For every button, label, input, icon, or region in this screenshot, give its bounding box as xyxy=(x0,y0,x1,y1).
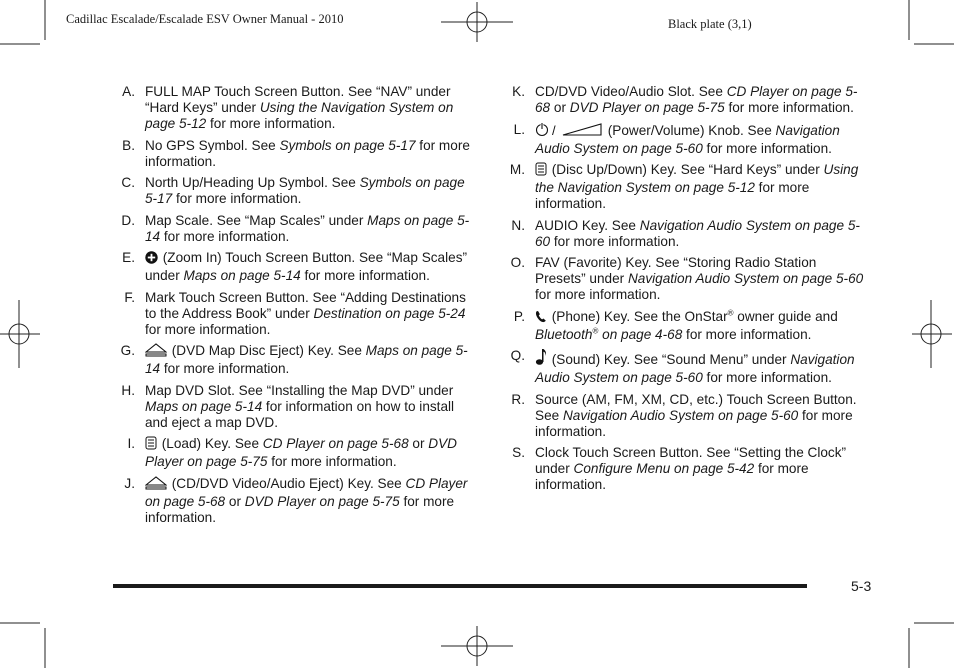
cross-reference: on page 4-68 xyxy=(598,326,683,342)
text-run: or xyxy=(550,100,570,115)
text-run: Source (AM, FM, XM, CD, etc.) Touch Screen Button. See xyxy=(535,391,857,423)
item-letter: C. xyxy=(121,175,135,190)
cross-reference: Using the Navigation System on page 5-12 xyxy=(145,100,454,131)
text-run: for more information. xyxy=(206,116,336,131)
item-description xyxy=(145,343,480,377)
text-run: for more information. xyxy=(267,454,397,469)
item-letter: P. xyxy=(513,308,525,324)
item-letter: O. xyxy=(510,255,525,270)
item-description xyxy=(145,213,480,245)
text-run: for more information. xyxy=(535,180,810,211)
item-description xyxy=(145,84,480,132)
text-run: for more information. xyxy=(550,233,680,249)
cross-reference: DVD Player on page 5-75 xyxy=(244,493,400,509)
item-description xyxy=(145,383,480,431)
item-letter: N. xyxy=(511,217,525,233)
text-run: No GPS Symbol. See xyxy=(145,137,280,153)
text-run: for more information. xyxy=(145,321,271,337)
cross-reference: Navigation Audio System on page 5-60 xyxy=(627,271,864,286)
cross-reference: DVD Player on page 5-75 xyxy=(569,100,725,115)
right-column xyxy=(500,84,870,499)
text-run: owner guide and xyxy=(733,308,838,324)
text-run: for more information. xyxy=(682,326,812,342)
list-item xyxy=(500,84,870,116)
list-item xyxy=(110,290,480,338)
list-item xyxy=(500,445,870,493)
item-letter: E. xyxy=(122,250,135,265)
item-description xyxy=(535,122,870,157)
cross-reference: Using the Navigation System on page 5-12 xyxy=(535,162,859,195)
text-run: Clock Touch Screen Button. See “Setting the Clock” under xyxy=(535,445,847,476)
item-description xyxy=(145,436,480,470)
text-run: for more information. xyxy=(535,407,853,439)
list-item xyxy=(110,383,480,431)
cross-reference: Maps on page 5-14 xyxy=(183,268,301,283)
item-letter: A. xyxy=(122,84,135,99)
plate-label: Black plate (3,1) xyxy=(668,17,752,31)
text-run: (Zoom In) Touch Screen Button. See “Map Scales” under xyxy=(145,250,468,283)
list-item xyxy=(500,309,870,343)
list-item xyxy=(110,175,480,207)
text-run: Mark Touch Screen Button. See “Adding Destinations to the Address Book” under xyxy=(145,289,466,321)
item-letter: J. xyxy=(124,475,135,491)
list-item xyxy=(500,218,870,250)
item-letter: D. xyxy=(121,212,135,228)
text-run: or xyxy=(225,493,245,509)
list-item xyxy=(500,348,870,386)
text-run: (Power/Volume) Knob. See xyxy=(607,122,776,138)
cross-reference: Navigation Audio System on page 5-60 xyxy=(535,352,855,385)
registered-mark: ® xyxy=(727,307,734,317)
text-run: for more information. xyxy=(702,140,832,156)
item-letter: B. xyxy=(122,137,135,153)
eject-icon xyxy=(145,343,167,361)
text-run: for more information. xyxy=(535,461,809,492)
item-letter: M. xyxy=(509,162,525,177)
text-run: for more information. xyxy=(535,287,661,302)
text-run: for more information. xyxy=(702,370,832,385)
cross-reference: CD Player on page 5-68 xyxy=(535,84,858,115)
music-note-icon xyxy=(535,348,547,370)
list-item xyxy=(500,392,870,440)
item-description xyxy=(535,162,870,212)
text-run: AUDIO Key. See xyxy=(535,217,640,233)
text-run: for more information. xyxy=(145,137,470,169)
text-run: FULL MAP Touch Screen Button. See “NAV” under “Hard Keys” under xyxy=(145,84,451,115)
text-run: North Up/Heading Up Symbol. See xyxy=(145,175,360,190)
item-description xyxy=(535,255,870,303)
disc-stack-icon xyxy=(535,162,547,180)
item-description xyxy=(145,476,480,526)
text-run: for more information. xyxy=(724,100,854,115)
cross-reference: Maps on page 5-14 xyxy=(145,212,470,244)
power-volume-icon xyxy=(535,122,603,141)
list-item xyxy=(110,84,480,132)
text-run: for more information. xyxy=(172,191,302,206)
text-run: for more information. xyxy=(160,228,290,244)
item-description xyxy=(145,138,480,170)
item-letter: L. xyxy=(513,121,525,137)
list-item xyxy=(110,436,480,470)
cross-reference: Maps on page 5-14 xyxy=(145,343,468,376)
list-item xyxy=(500,255,870,303)
list-item xyxy=(110,476,480,526)
cross-reference: Navigation Audio System on page 5-60 xyxy=(535,122,840,156)
text-run: for more information. xyxy=(145,493,455,525)
item-letter: Q. xyxy=(510,348,525,363)
manual-title: Cadillac Escalade/Escalade ESV Owner Manual - 2010 xyxy=(66,12,344,26)
text-run: Map Scale. See “Map Scales” under xyxy=(145,212,368,228)
text-run: CD/DVD Video/Audio Slot. See xyxy=(535,84,727,99)
list-item xyxy=(110,138,480,170)
text-run: (Sound) Key. See “Sound Menu” under xyxy=(551,352,791,367)
cross-reference: DVD Player on page 5-75 xyxy=(145,436,457,469)
disc-stack-icon xyxy=(145,436,157,454)
cross-reference: CD Player on page 5-68 xyxy=(145,475,468,509)
text-run: for more information. xyxy=(300,268,430,283)
item-description xyxy=(535,445,870,493)
list-item xyxy=(110,343,480,377)
text-run: or xyxy=(408,436,429,451)
item-letter: F. xyxy=(124,289,135,305)
cross-reference: Configure Menu on page 5-42 xyxy=(573,461,755,476)
zoom-in-icon xyxy=(145,251,158,268)
cross-reference: Symbols on page 5-17 xyxy=(279,137,416,153)
cross-reference: Destination on page 5-24 xyxy=(313,305,466,321)
text-run: (Disc Up/Down) Key. See “Hard Keys” under xyxy=(551,162,824,177)
item-description xyxy=(145,290,480,338)
text-run: (DVD Map Disc Eject) Key. See xyxy=(171,343,366,358)
text-run: (Load) Key. See xyxy=(161,436,263,451)
phone-icon xyxy=(535,310,547,327)
item-description xyxy=(535,84,870,116)
item-description xyxy=(145,250,480,284)
page-number: 5-3 xyxy=(851,578,872,594)
item-letter: H. xyxy=(121,382,135,398)
left-column xyxy=(110,84,480,531)
item-letter: I. xyxy=(127,436,135,451)
text-run: (CD/DVD Video/Audio Eject) Key. See xyxy=(171,475,406,491)
text-run: Map DVD Slot. See “Installing the Map DVD” under xyxy=(145,382,454,398)
list-item xyxy=(500,122,870,157)
list-item xyxy=(500,162,870,212)
item-description xyxy=(535,392,870,440)
cross-reference: Symbols on page 5-17 xyxy=(145,175,465,206)
item-letter: G. xyxy=(120,343,135,358)
text-run: FAV (Favorite) Key. See “Storing Radio Station Presets” under xyxy=(535,255,817,286)
item-description xyxy=(145,175,480,207)
text-run: for information on how to install and eject a map DVD. xyxy=(145,398,455,430)
cross-reference: Navigation Audio System on page 5-60 xyxy=(535,217,860,249)
cross-reference: Bluetooth xyxy=(535,326,593,342)
item-letter: R. xyxy=(511,391,525,407)
text-run: for more information. xyxy=(160,361,290,376)
text-run: (Phone) Key. See the OnStar xyxy=(551,308,728,324)
item-description xyxy=(535,218,870,250)
list-item xyxy=(110,250,480,284)
eject-icon xyxy=(145,476,167,494)
svg-text:/: / xyxy=(552,122,556,137)
cross-reference: Navigation Audio System on page 5-60 xyxy=(562,407,799,423)
item-description xyxy=(535,309,870,343)
registered-mark: ® xyxy=(592,325,599,335)
item-letter: S. xyxy=(512,445,525,460)
list-item xyxy=(110,213,480,245)
cross-reference: Maps on page 5-14 xyxy=(145,398,263,414)
item-description xyxy=(535,348,870,386)
cross-reference: CD Player on page 5-68 xyxy=(262,436,409,451)
footer-rule xyxy=(113,584,807,588)
item-letter: K. xyxy=(512,84,525,99)
